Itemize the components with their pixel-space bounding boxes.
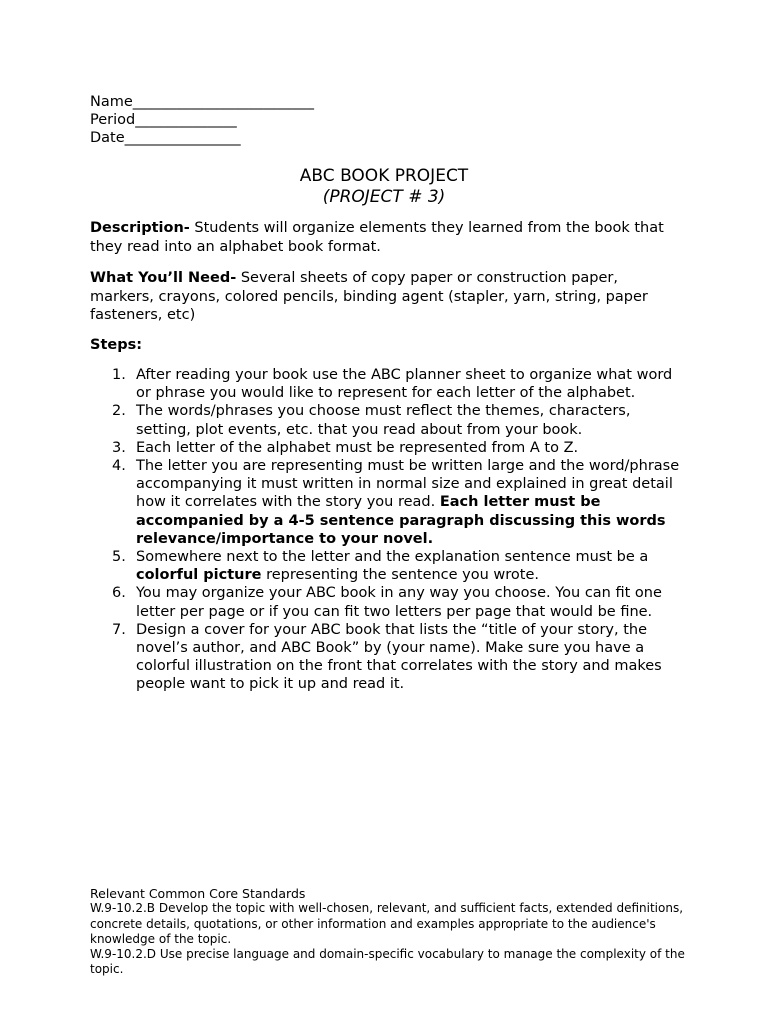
step-bold-text: colorful picture: [136, 567, 262, 584]
steps-heading: Steps:: [90, 337, 143, 353]
step-item: [90, 439, 680, 457]
step-item: [90, 621, 680, 694]
description-text: Students will organize elements they learned from the book that they read into an alphabet book format.: [90, 220, 664, 255]
step-bold-text: Each letter must be accompanied by a 4-5 sentence paragraph discussing this words relevance/importance to your novel.: [136, 494, 666, 547]
step-number: 6.: [112, 585, 126, 602]
steps-list: [90, 366, 680, 694]
description-label: Description-: [90, 220, 190, 236]
standards-heading: Relevant Common Core Standards: [90, 886, 306, 901]
need-paragraph: [90, 269, 680, 325]
need-label: What You’ll Need-: [90, 270, 237, 286]
date-field: Date________________: [90, 130, 241, 146]
step-text: Each letter of the alphabet must be represented from A to Z.: [136, 439, 579, 456]
step-text: The words/phrases you choose must reflect the themes, characters, setting, plot events, etc. that you read about from your book.: [136, 403, 631, 438]
step-text: The letter you are representing must be written large and the word/phrase accompanying it must written in normal size and explained in great detail how it correlates with the story you read.: [136, 458, 680, 511]
step-item: [90, 457, 680, 548]
step-text-before: Somewhere next to the letter and the explanation sentence must be a: [136, 549, 649, 566]
step-number: 3.: [112, 439, 126, 456]
standard-item: W.9-10.2.D Use precise language and domain-specific vocabulary to manage the complexity of the topic.: [90, 947, 685, 977]
step-item: [90, 402, 680, 438]
page-subtitle: (PROJECT # 3): [322, 187, 446, 207]
step-item: [90, 548, 680, 584]
step-item: [90, 366, 680, 402]
step-number: 4.: [112, 458, 126, 475]
name-field: Name_________________________: [90, 94, 315, 110]
step-text: After reading your book use the ABC planner sheet to organize what word or phrase you would like to represent for each letter of the alphabet.: [136, 367, 673, 402]
period-field: Period______________: [90, 112, 237, 128]
standard-item: W.9-10.2.B Develop the topic with well-chosen, relevant, and sufficient facts, extended definitions, concrete details, quotations, or other information and examples appropriate to the audience's knowledge of the topic.: [90, 901, 684, 946]
need-text: Several sheets of copy paper or construction paper, markers, crayons, colored pencils, binding agent (stapler, yarn, string, paper fasteners, etc): [90, 270, 648, 323]
step-number: 1.: [112, 367, 126, 383]
step-number: 7.: [112, 621, 126, 638]
step-text: Design a cover for your ABC book that lists the “title of your story, the novel’s author, and ABC Book” by (your name). Make sure you have a colorful illustration on the front that correlates with the story and makes people want to pick it up and read it.: [136, 621, 662, 693]
step-text: You may organize your ABC book in any way you choose. You can fit one letter per page or if you can fit two letters per page that would be fine.: [136, 585, 662, 620]
standards-section: [90, 886, 690, 978]
step-number: 2.: [112, 403, 126, 420]
step-item: [90, 584, 680, 620]
page-title: ABC BOOK PROJECT: [299, 166, 469, 186]
step-text-after: representing the sentence you wrote.: [261, 567, 540, 584]
description-paragraph: [90, 219, 680, 256]
step-number: 5.: [112, 549, 126, 566]
